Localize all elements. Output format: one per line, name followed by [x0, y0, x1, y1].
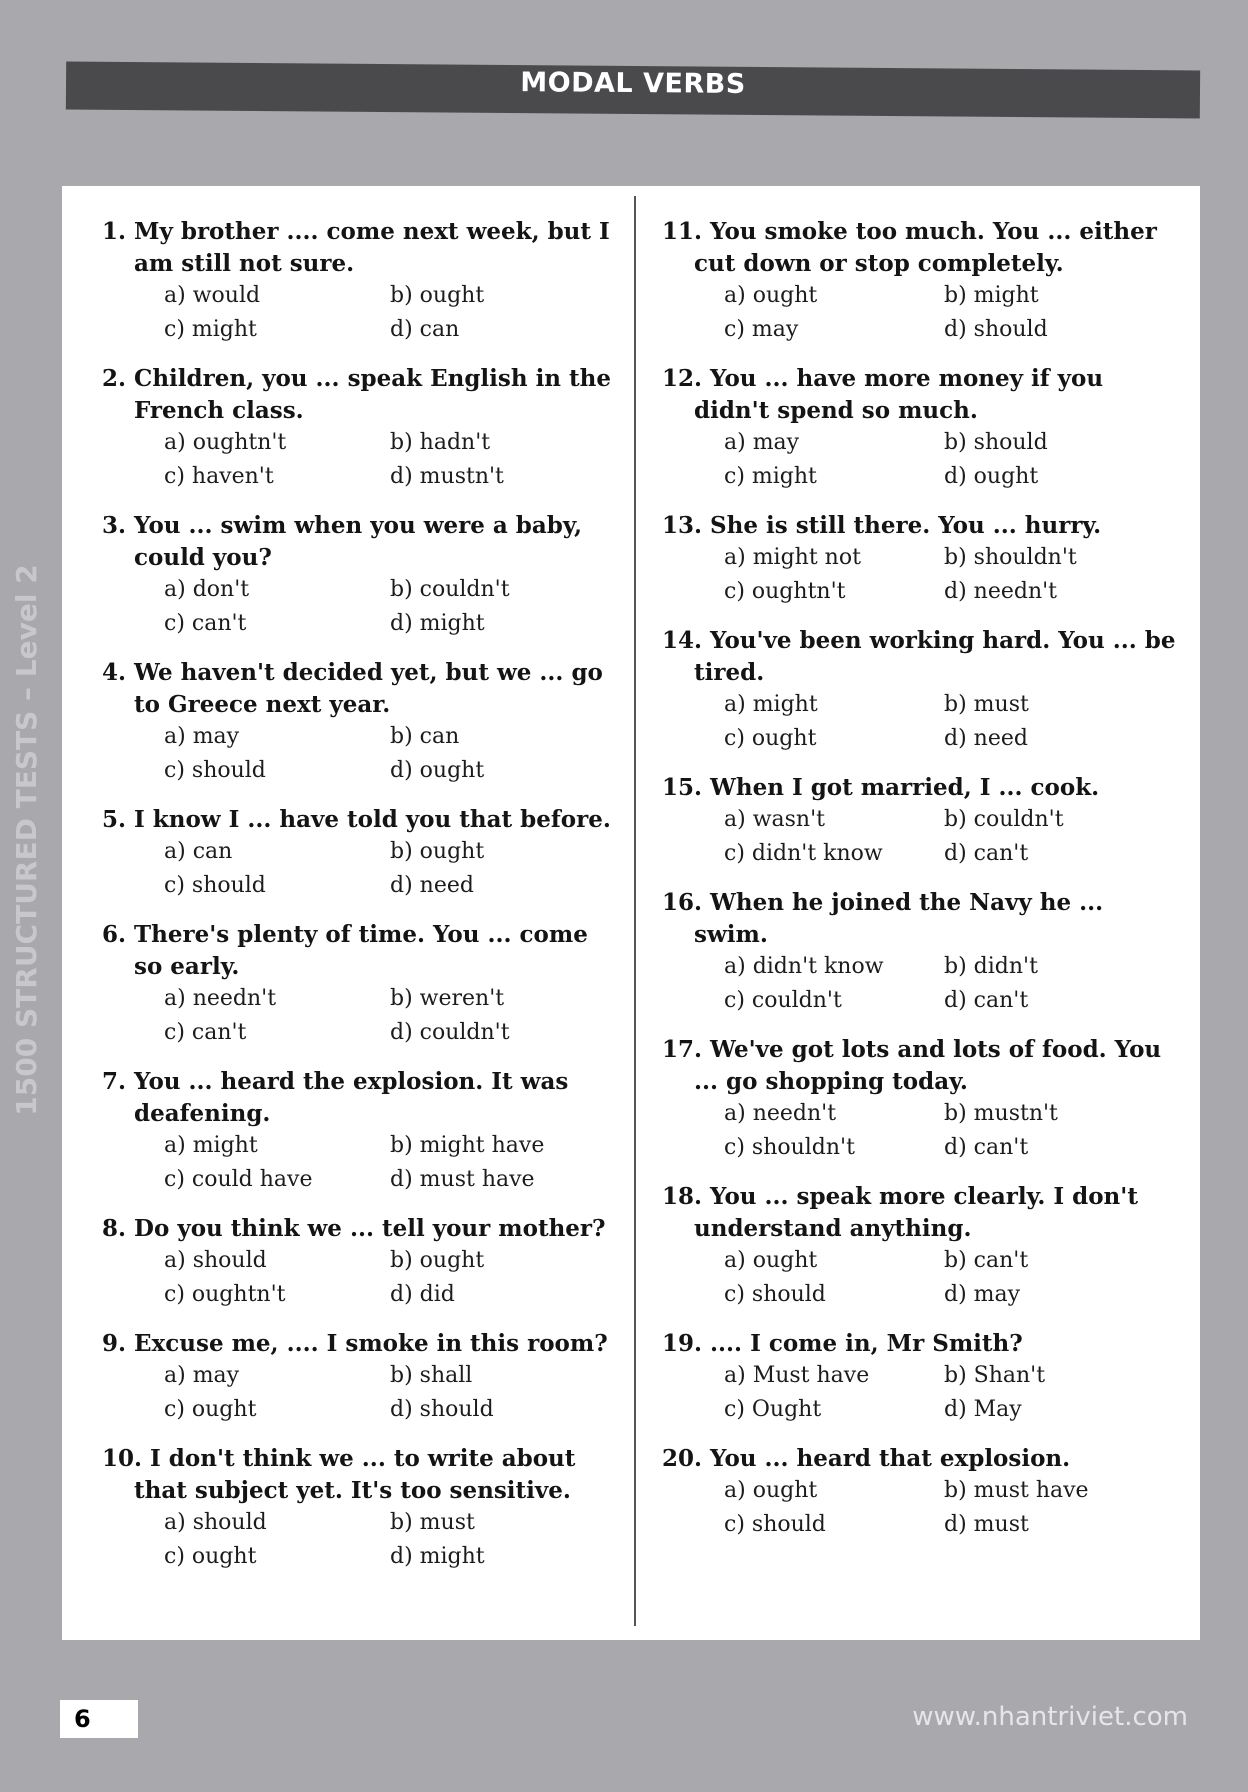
right-column	[662, 216, 1182, 1558]
answer-option: d) must	[944, 1512, 1029, 1537]
question-number: 2.	[102, 365, 127, 392]
question-item	[662, 1181, 1182, 1311]
question-item	[102, 804, 622, 902]
answer-options	[164, 1245, 622, 1311]
question-text	[102, 510, 622, 574]
answer-option: a) ought	[724, 1478, 818, 1503]
question-stem: You ... have more money if you didn't spend so much.	[694, 365, 1104, 424]
answer-options	[164, 1507, 622, 1573]
answer-option: d) mustn't	[390, 464, 504, 489]
answer-option: b) should	[944, 430, 1048, 455]
question-text	[102, 1213, 622, 1245]
answer-option: a) may	[724, 430, 800, 455]
answer-options	[724, 1475, 1182, 1541]
answer-option: c) shouldn't	[724, 1135, 855, 1160]
answer-option: c) could have	[164, 1167, 313, 1192]
question-text	[662, 887, 1182, 951]
answer-options	[724, 951, 1182, 1017]
answer-option: d) did	[390, 1282, 455, 1307]
question-item	[102, 1443, 622, 1573]
side-label: 1500 STRUCTURED TESTS – Level 2	[10, 564, 43, 1116]
question-number: 20.	[662, 1445, 703, 1472]
answer-option: d) need	[390, 873, 474, 898]
answer-option: a) Must have	[724, 1363, 870, 1388]
answer-option: a) would	[164, 283, 261, 308]
answer-options	[164, 983, 622, 1049]
question-stem: I don't think we ... to write about that subject yet. It's too sensitive.	[134, 1445, 576, 1504]
question-item	[102, 657, 622, 787]
answer-options	[724, 1098, 1182, 1164]
question-number: 13.	[662, 512, 703, 539]
question-number: 18.	[662, 1183, 703, 1210]
answer-options	[164, 1360, 622, 1426]
question-number: 14.	[662, 627, 703, 654]
answer-option: a) might	[724, 692, 818, 717]
answer-option: d) might	[390, 1544, 485, 1569]
question-text	[662, 625, 1182, 689]
answer-option: b) mustn't	[944, 1101, 1058, 1126]
question-text	[662, 510, 1182, 542]
answer-option: d) needn't	[944, 579, 1058, 604]
answer-option: b) must have	[944, 1478, 1089, 1503]
answer-option: d) couldn't	[390, 1020, 510, 1045]
answer-option: b) shouldn't	[944, 545, 1077, 570]
answer-options	[724, 427, 1182, 493]
answer-option: a) might not	[724, 545, 861, 570]
question-stem: You've been working hard. You ... be tired.	[694, 627, 1176, 686]
answer-option: c) ought	[164, 1397, 257, 1422]
question-stem: We've got lots and lots of food. You ... go shopping today.	[694, 1036, 1162, 1095]
answer-options	[724, 804, 1182, 870]
answer-option: b) ought	[390, 839, 485, 864]
question-text	[102, 216, 622, 280]
answer-option: a) may	[164, 724, 240, 749]
answer-option: b) shall	[390, 1363, 473, 1388]
column-divider	[634, 196, 636, 1626]
question-number: 19.	[662, 1330, 703, 1357]
answer-option: d) ought	[390, 758, 485, 783]
question-number: 9.	[102, 1330, 127, 1357]
question-text	[102, 657, 622, 721]
question-stem: Do you think we ... tell your mother?	[134, 1215, 606, 1242]
answer-options	[724, 1360, 1182, 1426]
answer-option: b) ought	[390, 283, 485, 308]
answer-option: a) ought	[724, 1248, 818, 1273]
question-item	[662, 216, 1182, 346]
question-number: 3.	[102, 512, 127, 539]
answer-option: a) oughtn't	[164, 430, 287, 455]
answer-options	[164, 721, 622, 787]
answer-option: a) might	[164, 1133, 258, 1158]
question-item	[102, 510, 622, 640]
answer-option: a) can	[164, 839, 233, 864]
question-number: 6.	[102, 921, 127, 948]
question-stem: Children, you ... speak English in the French class.	[134, 365, 612, 424]
question-stem: You ... speak more clearly. I don't understand anything.	[694, 1183, 1138, 1242]
answer-option: b) didn't	[944, 954, 1038, 979]
answer-option: b) couldn't	[390, 577, 510, 602]
website-url: www.nhantriviet.com	[912, 1702, 1188, 1732]
question-number: 17.	[662, 1036, 703, 1063]
answer-option: b) couldn't	[944, 807, 1064, 832]
answer-option: c) couldn't	[724, 988, 842, 1013]
question-number: 8.	[102, 1215, 127, 1242]
question-text	[662, 216, 1182, 280]
answer-option: d) should	[390, 1397, 494, 1422]
answer-option: c) should	[164, 758, 266, 783]
answer-option: c) should	[724, 1282, 826, 1307]
answer-option: b) can't	[944, 1248, 1029, 1273]
answer-option: b) must	[944, 692, 1029, 717]
question-stem: She is still there. You ... hurry.	[710, 512, 1102, 539]
question-text	[662, 363, 1182, 427]
question-item	[662, 510, 1182, 608]
question-item	[662, 625, 1182, 755]
question-stem: You ... heard the explosion. It was deafening.	[134, 1068, 569, 1127]
answer-option: d) can	[390, 317, 460, 342]
answer-option: d) can't	[944, 841, 1029, 866]
answer-option: c) should	[724, 1512, 826, 1537]
answer-options	[724, 542, 1182, 608]
question-item	[662, 1328, 1182, 1426]
answer-option: d) must have	[390, 1167, 535, 1192]
answer-options	[164, 280, 622, 346]
answer-option: d) need	[944, 726, 1028, 751]
answer-option: c) can't	[164, 611, 247, 636]
question-item	[662, 772, 1182, 870]
question-text	[102, 1443, 622, 1507]
answer-option: b) weren't	[390, 986, 505, 1011]
question-text	[102, 1066, 622, 1130]
question-stem: .... I come in, Mr Smith?	[710, 1330, 1023, 1357]
answer-option: b) Shan't	[944, 1363, 1046, 1388]
answer-option: c) should	[164, 873, 266, 898]
question-number: 11.	[662, 218, 703, 245]
question-item	[102, 363, 622, 493]
question-text	[102, 919, 622, 983]
question-stem: You smoke too much. You ... either cut down or stop completely.	[694, 218, 1157, 277]
question-text	[662, 1181, 1182, 1245]
answer-option: c) may	[724, 317, 799, 342]
question-stem: My brother .... come next week, but I am still not sure.	[134, 218, 610, 277]
answer-option: d) can't	[944, 988, 1029, 1013]
question-item	[662, 1034, 1182, 1164]
question-text	[102, 363, 622, 427]
question-stem: When he joined the Navy he ... swim.	[694, 889, 1104, 948]
question-number: 7.	[102, 1068, 127, 1095]
answer-option: c) haven't	[164, 464, 274, 489]
question-stem: I know I ... have told you that before.	[134, 806, 611, 833]
question-stem: When I got married, I ... cook.	[710, 774, 1100, 801]
answer-option: b) ought	[390, 1248, 485, 1273]
answer-option: d) can't	[944, 1135, 1029, 1160]
question-number: 5.	[102, 806, 127, 833]
answer-option: c) might	[724, 464, 817, 489]
question-text	[662, 772, 1182, 804]
page-number: 6	[60, 1700, 138, 1738]
answer-option: d) may	[944, 1282, 1021, 1307]
left-column	[102, 216, 622, 1590]
question-item	[102, 919, 622, 1049]
answer-option: d) should	[944, 317, 1048, 342]
page-title: MODAL VERBS	[520, 66, 746, 100]
header-bar	[66, 62, 1200, 119]
answer-option: c) oughtn't	[724, 579, 846, 604]
answer-option: c) Ought	[724, 1397, 822, 1422]
question-item	[102, 1328, 622, 1426]
answer-option: c) ought	[724, 726, 817, 751]
answer-options	[164, 836, 622, 902]
question-text	[662, 1443, 1182, 1475]
answer-option: a) may	[164, 1363, 240, 1388]
question-text	[662, 1328, 1182, 1360]
answer-option: a) should	[164, 1248, 267, 1273]
question-stem: We haven't decided yet, but we ... go to Greece next year.	[134, 659, 603, 718]
answer-option: a) didn't know	[724, 954, 884, 979]
answer-option: b) might have	[390, 1133, 545, 1158]
answer-option: a) should	[164, 1510, 267, 1535]
answer-option: c) didn't know	[724, 841, 883, 866]
answer-options	[164, 427, 622, 493]
answer-option: c) can't	[164, 1020, 247, 1045]
answer-option: a) needn't	[724, 1101, 837, 1126]
answer-option: b) can	[390, 724, 460, 749]
question-item	[662, 1443, 1182, 1541]
question-item	[102, 1213, 622, 1311]
question-stem: You ... heard that explosion.	[710, 1445, 1071, 1472]
question-text	[102, 804, 622, 836]
question-item	[662, 887, 1182, 1017]
answer-option: d) ought	[944, 464, 1039, 489]
answer-options	[724, 689, 1182, 755]
question-number: 1.	[102, 218, 127, 245]
answer-option: b) might	[944, 283, 1039, 308]
worksheet	[62, 186, 1200, 1640]
answer-option: c) ought	[164, 1544, 257, 1569]
question-item	[102, 216, 622, 346]
answer-option: c) might	[164, 317, 257, 342]
question-number: 12.	[662, 365, 703, 392]
question-stem: There's plenty of time. You ... come so early.	[134, 921, 588, 980]
question-text	[662, 1034, 1182, 1098]
question-stem: Excuse me, .... I smoke in this room?	[134, 1330, 608, 1357]
answer-option: b) hadn't	[390, 430, 491, 455]
question-number: 15.	[662, 774, 703, 801]
question-number: 10.	[102, 1445, 143, 1472]
question-item	[102, 1066, 622, 1196]
question-stem: You ... swim when you were a baby, could you?	[134, 512, 583, 571]
answer-option: a) ought	[724, 283, 818, 308]
answer-options	[164, 574, 622, 640]
answer-option: c) oughtn't	[164, 1282, 286, 1307]
answer-option: a) don't	[164, 577, 250, 602]
answer-option: a) needn't	[164, 986, 277, 1011]
question-item	[662, 363, 1182, 493]
question-number: 4.	[102, 659, 127, 686]
answer-option: d) might	[390, 611, 485, 636]
answer-option: a) wasn't	[724, 807, 825, 832]
question-text	[102, 1328, 622, 1360]
answer-options	[724, 1245, 1182, 1311]
answer-options	[164, 1130, 622, 1196]
question-number: 16.	[662, 889, 703, 916]
answer-options	[724, 280, 1182, 346]
answer-option: d) May	[944, 1397, 1022, 1422]
answer-option: b) must	[390, 1510, 475, 1535]
